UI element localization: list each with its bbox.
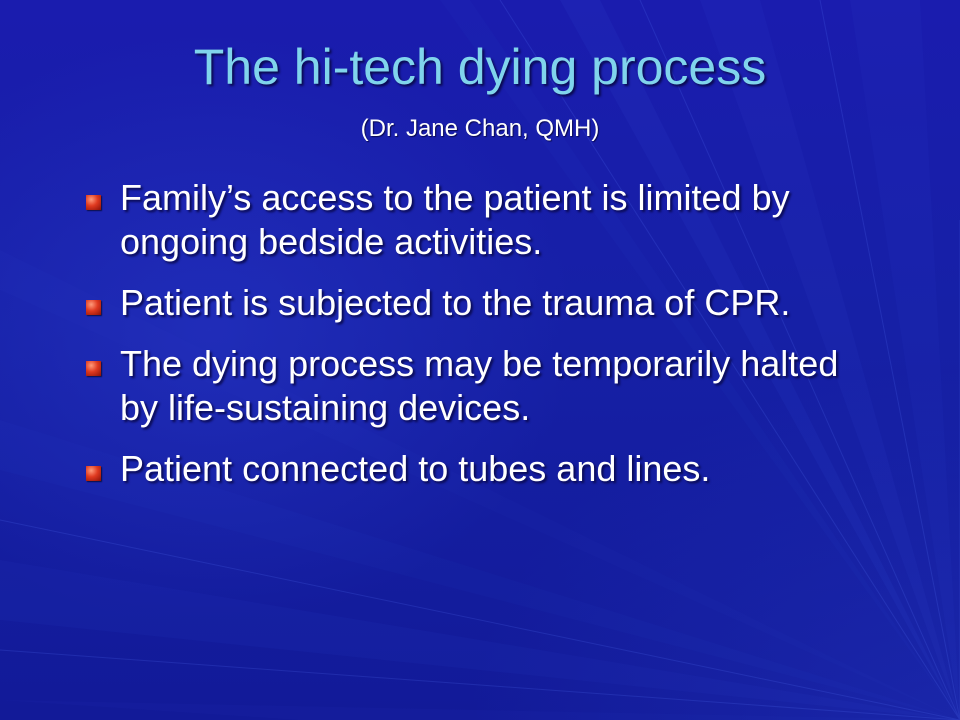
bullet-item [86, 342, 886, 430]
bullet-text: Patient is subjected to the trauma of CPR. [120, 282, 791, 323]
bullet-text: The dying process may be temporarily halted by life-sustaining devices. [120, 343, 839, 428]
square-bullet-icon [86, 361, 101, 376]
bullet-item [86, 176, 886, 264]
bullet-text: Family’s access to the patient is limited by ongoing bedside activities. [120, 177, 790, 262]
bullet-text: Patient connected to tubes and lines. [120, 448, 711, 489]
bullet-list [86, 176, 886, 508]
slide-title: The hi-tech dying process [193, 39, 767, 95]
slide-subtitle: (Dr. Jane Chan, QMH) [360, 115, 600, 142]
square-bullet-icon [86, 195, 101, 210]
square-bullet-icon [86, 466, 101, 481]
bullet-item [86, 281, 886, 325]
square-bullet-icon [86, 300, 101, 315]
bullet-item [86, 447, 886, 491]
